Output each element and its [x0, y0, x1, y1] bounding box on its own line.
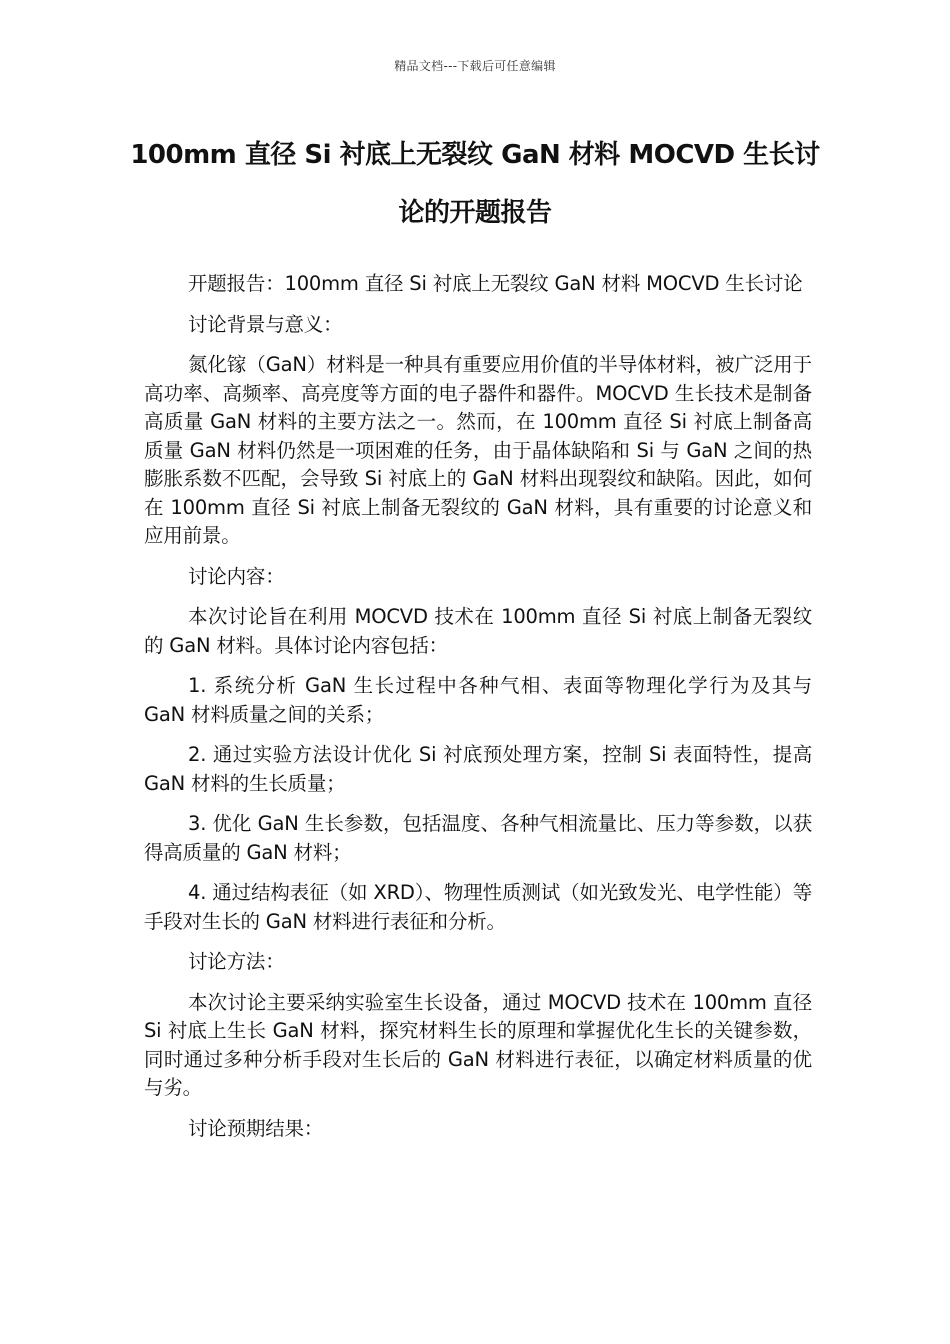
list-item-2: 2. 通过实验方法设计优化 Si 衬底预处理方案，控制 Si 表面特性，提高 GaN 材料的生长质量；	[144, 743, 812, 795]
list-item-3: 3. 优化 GaN 生长参数，包括温度、各种气相流量比、压力等参数，以获得高质量的 GaN 材料；	[144, 812, 812, 864]
section-heading-expected-results: 讨论预期结果：	[188, 1116, 324, 1140]
paragraph-content-intro: 本次讨论旨在利用 MOCVD 技术在 100mm 直径 Si 衬底上制备无裂纹的 GaN 材料。具体讨论内容包括：	[144, 605, 812, 657]
section-heading-background: 讨论背景与意义：	[188, 312, 343, 336]
section-heading-method: 讨论方法：	[188, 950, 285, 973]
list-item-4: 4. 通过结构表征（如 XRD）、物理性质测试（如光致发光、电学性能）等手段对生长的 GaN 材料进行表征和分析。	[144, 881, 812, 933]
document-title: 100mm 直径 Si 衬底上无裂纹 GaN 材料 MOCVD 生长讨论的开题报告	[130, 140, 820, 228]
list-item-1: 1. 系统分析 GaN 生长过程中各种气相、表面等物理化学行为及其与 GaN 材料质量之间的关系；	[144, 674, 812, 726]
paragraph-method: 本次讨论主要采纳实验室生长设备，通过 MOCVD 技术在 100mm 直径 Si 衬底上生长 GaN 材料，探究材料生长的原理和掌握优化生长的关键参数，同时通过多种分析手段对生长后的 GaN 材料进行表征，以确定材料质量的优与劣。	[144, 990, 812, 1099]
document-body	[144, 270, 812, 1155]
paragraph-intro: 开题报告：100mm 直径 Si 衬底上无裂纹 GaN 材料 MOCVD 生长讨论	[188, 272, 803, 295]
paragraph-background: 氮化镓（GaN）材料是一种具有重要应用价值的半导体材料，被广泛用于高功率、高频率、高亮度等方面的电子器件和器件。MOCVD 生长技术是制备高质量 GaN 材料的主要方法之一。然而，在 100mm 直径 Si 衬底上制备高质量 GaN 材料仍然是一项困难的任务，由于晶体缺陷和 Si 与 GaN 之间的热膨胀系数不匹配，会导致 Si 衬底上的 GaN 材料出现裂纹和缺陷。因此，如何在 100mm 直径 Si 衬底上制备无裂纹的 GaN 材料，具有重要的讨论意义和应用前景。	[144, 353, 812, 547]
section-heading-content: 讨论内容：	[188, 564, 285, 588]
page-header-note: 精品文档---下载后可任意编辑	[394, 59, 556, 73]
